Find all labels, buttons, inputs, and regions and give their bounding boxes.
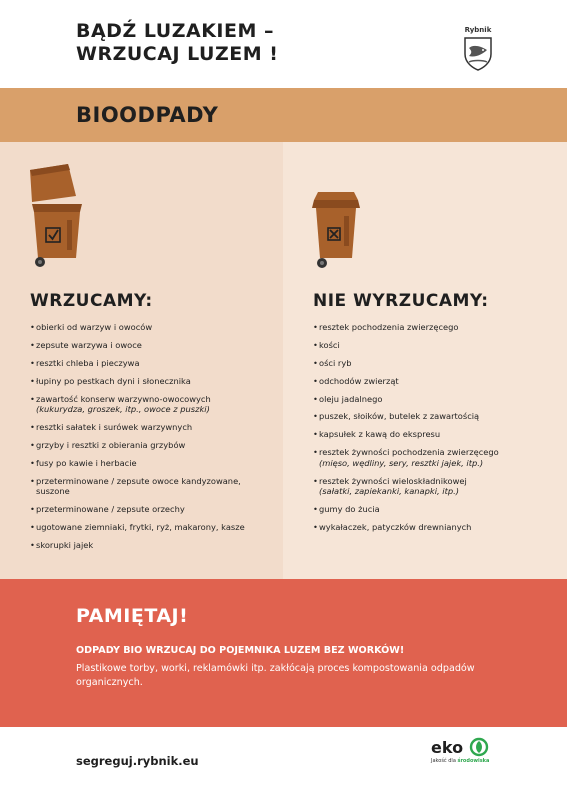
reminder-title: PAMIĘTAJ!	[76, 605, 189, 627]
bin-open-check-icon	[26, 162, 88, 272]
list-item: • gumy do żucia	[313, 504, 553, 515]
list-item: • resztki sałatek i surówek warzywnych	[30, 422, 275, 433]
section-title: BIOODPADY	[76, 103, 219, 127]
list-item: • kości	[313, 340, 553, 351]
list-item: • odchodów zwierząt	[313, 376, 553, 387]
page-title	[76, 20, 278, 66]
header	[0, 0, 567, 88]
list-item: • kapsułek z kawą do ekspresu	[313, 429, 553, 440]
eko-logo	[431, 737, 501, 764]
reminder-body: Plastikowe torby, worki, reklamówki itp. zakłócają proces kompostowania odpadów organicznych.	[76, 663, 475, 688]
eko-word: eko	[431, 737, 464, 757]
title-line-1: BĄDŹ LUZAKIEM –	[76, 20, 274, 42]
section-band	[0, 88, 567, 142]
rejected-heading: NIE WYRZUCAMY:	[313, 291, 489, 311]
eko-tagline: Jakość dla środowiska	[431, 758, 490, 764]
list-item: • puszek, słoików, butelek z zawartością	[313, 411, 553, 422]
list-item: • resztek żywności wieloskładnikowej (sałatki, zapiekanki, kanapki, itp.)	[313, 476, 553, 497]
list-item: • oleju jadalnego	[313, 394, 553, 405]
list-item: • resztki chleba i pieczywa	[30, 358, 275, 369]
list-item: • łupiny po pestkach dyni i słonecznika	[30, 376, 275, 387]
title-line-2: WRZUCAJ LUZEM !	[76, 43, 279, 65]
reminder-headline: ODPADY BIO WRZUCAJ DO POJEMNIKA LUZEM BEZ WORKÓW!	[76, 645, 405, 656]
list-item: • obierki od warzyw i owoców	[30, 322, 275, 333]
crest	[453, 26, 503, 76]
list-item: • skorupki jajek	[30, 540, 275, 551]
crest-label: Rybnik	[464, 26, 492, 34]
list-item: • wykałaczek, patyczków drewnianych	[313, 522, 553, 533]
bin-closed-x-icon	[308, 188, 364, 272]
list-item: • resztek żywności pochodzenia zwierzęcego (mięso, wędliny, sery, resztki jajek, itp.)	[313, 447, 553, 468]
accepted-heading: WRZUCAMY:	[30, 291, 153, 311]
website-link[interactable]: segreguj.rybnik.eu	[76, 754, 199, 768]
crest-icon	[463, 36, 493, 72]
list-item: • zepsute warzywa i owoce	[30, 340, 275, 351]
list-item: • fusy po kawie i herbacie	[30, 458, 275, 469]
accepted-list	[30, 322, 275, 558]
list-item: • ugotowane ziemniaki, frytki, ryż, makarony, kasze	[30, 522, 275, 533]
list-item: • przeterminowane / zepsute orzechy	[30, 504, 275, 515]
list-item: • ości ryb	[313, 358, 553, 369]
eko-logo-icon	[467, 737, 491, 757]
list-item: • resztek pochodzenia zwierzęcego	[313, 322, 553, 333]
list-item: • przeterminowane / zepsute owoce kandyzowane, suszone	[30, 476, 275, 497]
list-item: • grzyby i resztki z obierania grzybów	[30, 440, 275, 451]
rejected-list	[313, 322, 553, 540]
list-item: • zawartość konserw warzywno-owocowych (kukurydza, groszek, itp., owoce z puszki)	[30, 394, 275, 415]
